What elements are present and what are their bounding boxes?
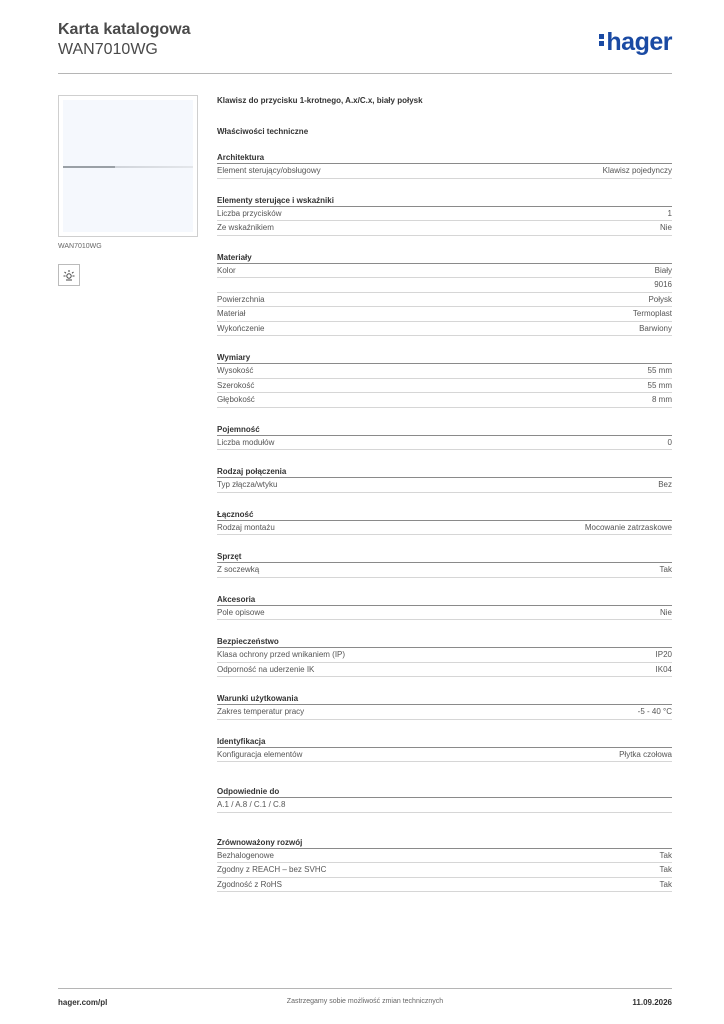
spec-label: Materiał <box>217 309 246 318</box>
spec-row <box>217 521 672 536</box>
spec-section-heading: Sprzęt <box>217 551 672 563</box>
spec-section-heading: Pojemność <box>217 424 672 436</box>
spec-row <box>217 878 672 893</box>
spec-section <box>217 195 672 236</box>
spec-label: Kolor <box>217 265 236 275</box>
spec-value: Tak <box>659 879 672 889</box>
spec-row <box>217 863 672 878</box>
spec-value: Płytka czołowa <box>619 749 672 759</box>
spec-value: 8 mm <box>652 395 672 404</box>
spec-section <box>217 736 672 763</box>
spec-value: Termoplast <box>632 309 672 318</box>
spec-label: Element sterujący/obsługowy <box>217 166 321 175</box>
spec-value: 9016 <box>654 280 672 289</box>
spec-label: Wysokość <box>217 366 254 375</box>
spec-section <box>217 252 672 337</box>
spec-label: Wykończenie <box>217 323 265 333</box>
spec-row <box>217 393 672 408</box>
spec-value: Klawisz pojedynczy <box>602 166 672 175</box>
spec-section <box>217 551 672 578</box>
spec-section <box>217 509 672 536</box>
spec-value: Połysk <box>648 294 672 304</box>
spec-row <box>217 563 672 578</box>
spec-section-heading: Elementy sterujące i wskaźniki <box>217 195 672 207</box>
light-symbol-icon <box>58 264 80 286</box>
spec-row <box>217 478 672 493</box>
spec-section-heading: Rodzaj połączenia <box>217 466 672 478</box>
footer <box>58 988 672 1007</box>
spec-section-heading: Akcesoria <box>217 594 672 606</box>
spec-section <box>217 466 672 493</box>
sustain-section <box>217 837 672 893</box>
spec-row <box>217 264 672 279</box>
spec-section-heading: Identyfikacja <box>217 736 672 748</box>
spec-value: -5 - 40 °C <box>637 707 672 716</box>
footer-website: hager.com/pl <box>58 998 108 1007</box>
footer-date: 11.09.2026 <box>632 998 672 1007</box>
spec-label: Typ złącza/wtyku <box>217 480 278 489</box>
spec-label: Klasa ochrony przed wnikaniem (IP) <box>217 650 346 659</box>
sustain-heading: Zrównoważony rozwój <box>217 837 672 849</box>
spec-label: Bezhalogenowe <box>217 850 274 860</box>
product-image-caption: WAN7010WG <box>58 243 102 250</box>
spec-label: Zakres temperatur pracy <box>217 707 305 716</box>
spec-row <box>217 322 672 337</box>
spec-row <box>217 663 672 678</box>
spec-row <box>217 278 672 293</box>
spec-row <box>217 307 672 322</box>
logo-text: hager <box>606 28 672 56</box>
spec-section-heading: Architektura <box>217 152 672 164</box>
spec-section <box>217 424 672 451</box>
spec-label: Rodzaj montażu <box>217 522 275 532</box>
spec-label: Konfiguracja elementów <box>217 749 303 759</box>
spec-value: Nie <box>659 223 672 232</box>
spec-row <box>217 849 672 864</box>
product-image <box>58 95 198 237</box>
spec-row <box>217 748 672 763</box>
product-image-edge-line <box>63 166 193 168</box>
spec-label: Liczba modułów <box>217 437 275 447</box>
product-description: Klawisz do przycisku 1-krotnego, A.x/C.x, biały połysk <box>217 96 423 105</box>
document-title: Karta katalogowa <box>58 21 191 38</box>
compat-heading: Odpowiednie do <box>217 786 672 798</box>
spec-value: 55 mm <box>647 366 672 375</box>
spec-content <box>217 96 672 892</box>
tech-properties-heading: Właściwości techniczne <box>217 127 309 136</box>
spec-label: Powierzchnia <box>217 294 265 304</box>
spec-section <box>217 636 672 677</box>
spec-label: Odporność na uderzenie IK <box>217 664 315 674</box>
spec-row <box>217 207 672 222</box>
header-divider <box>58 73 672 74</box>
spec-row <box>217 364 672 379</box>
spec-label: Zgodność z RoHS <box>217 879 282 889</box>
spec-value: Nie <box>659 607 672 617</box>
spec-section <box>217 352 672 408</box>
spec-row <box>217 221 672 236</box>
spec-row <box>217 379 672 394</box>
spec-section <box>217 152 672 179</box>
spec-label: Liczba przycisków <box>217 208 282 218</box>
sustain-rows <box>217 849 672 893</box>
spec-section-heading: Warunki użytkowania <box>217 693 672 705</box>
compat-row <box>217 798 672 813</box>
spec-value: 0 <box>667 437 672 447</box>
footer-notice: Zastrzegamy sobie możliwość zmian technicznych <box>286 998 444 1005</box>
spec-section <box>217 594 672 621</box>
spec-row <box>217 164 672 179</box>
spec-value: 1 <box>667 208 672 218</box>
spec-value: Barwiony <box>639 323 672 333</box>
spec-label: Pole opisowe <box>217 607 265 617</box>
spec-sections <box>217 152 672 762</box>
spec-label: Szerokość <box>217 380 255 390</box>
spec-row <box>217 436 672 451</box>
hager-logo <box>599 28 672 57</box>
spec-label: Głębokość <box>217 395 255 404</box>
spec-section-heading: Materiały <box>217 252 672 264</box>
spec-value: IK04 <box>655 664 672 674</box>
spec-row <box>217 293 672 308</box>
spec-label: Z soczewką <box>217 565 260 574</box>
product-code: WAN7010WG <box>58 41 158 58</box>
spec-value: Mocowanie zatrzaskowe <box>584 522 672 532</box>
spec-row <box>217 648 672 663</box>
spec-label: Ze wskaźnikiem <box>217 223 274 232</box>
document-header <box>58 20 190 60</box>
spec-row <box>217 606 672 621</box>
spec-value: IP20 <box>655 650 672 659</box>
spec-value: Tak <box>659 850 672 860</box>
spec-value: Tak <box>659 865 672 874</box>
spec-value: Tak <box>659 565 672 574</box>
spec-section-heading: Bezpieczeństwo <box>217 636 672 648</box>
spec-row <box>217 705 672 720</box>
spec-section-heading: Łączność <box>217 509 672 521</box>
compat-section <box>217 786 672 813</box>
spec-label: Zgodny z REACH – bez SVHC <box>217 865 327 874</box>
spec-section-heading: Wymiary <box>217 352 672 364</box>
spec-value: Bez <box>658 480 672 489</box>
spec-section <box>217 693 672 720</box>
spec-value: 55 mm <box>647 380 672 390</box>
compat-value: A.1 / A.8 / C.1 / C.8 <box>217 800 286 809</box>
spec-value: Biały <box>654 265 672 275</box>
logo-dots-icon <box>599 32 604 48</box>
